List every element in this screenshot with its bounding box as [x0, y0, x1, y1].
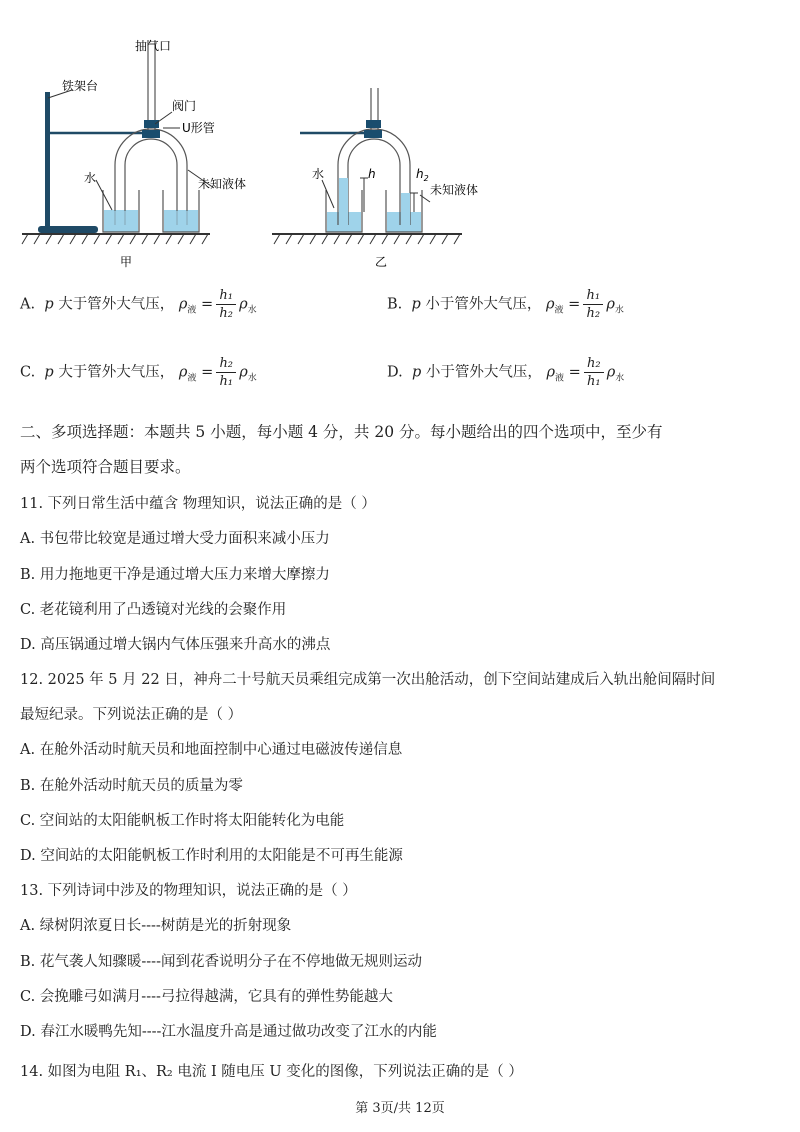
q12-stem: 12. 2025 年 5 月 22 日，神舟二十号航天员乘组完成第一次出舱活动，创下空间站建成后入轨出舱间隔时间: [20, 672, 716, 688]
q12-option-b: B. 在舱外活动时航天员的质量为零: [20, 778, 243, 794]
ground-left: [22, 234, 210, 244]
option-c: C. p 大于管外大气压， $\rho_液$ = $\frac{\text{h₂}}{\text{h₁}}$ $\rho_水$: [20, 356, 257, 389]
valve-label: 阀门: [172, 99, 197, 113]
valve-right: [366, 120, 381, 128]
fraction: $\frac{\text{h₂}}{\text{h₁}}$: [584, 356, 604, 389]
q11-option-b: B. 用力拖地更干净是通过增大压力来增大摩擦力: [20, 567, 330, 583]
q14-stem: 14. 如图为电阻 R₁、R₂ 电流 I 随电压 U 变化的图像，下列说法正确的是（ ）: [20, 1064, 523, 1080]
ground-right: [272, 234, 462, 244]
suction-label: 抽气口: [135, 39, 172, 53]
section-heading: 二、多项选择题：本题共 5 小题，每小题 4 分，共 20 分。每小题给出的四个选项中，至少有: [20, 423, 663, 441]
valve-left: [144, 120, 159, 128]
stand-label: 铁架台: [62, 79, 99, 93]
q13-stem: 13. 下列诗词中涉及的物理知识，说法正确的是（ ）: [20, 883, 357, 899]
water-left-label: 水: [84, 171, 97, 185]
option-a: A. p 大于管外大气压， $\rho_液$ = $\frac{\text{h₁}}{\text{h₂}}$ $\rho_水$: [20, 288, 257, 321]
u-tube-right: [338, 88, 410, 225]
q11-option-a: A. 书包带比较宽是通过增大受力面积来减小压力: [20, 531, 330, 547]
utube-label: U形管: [182, 121, 215, 135]
q11-option-c: C. 老花镜利用了凸透镜对光线的会聚作用: [20, 602, 287, 618]
water-right-label: 水: [312, 167, 325, 181]
unknown-right-label: 未知液体: [430, 183, 479, 197]
fraction: $\frac{\text{h₁}}{\text{h₂}}$: [216, 288, 236, 321]
q12-stem-cont: 最短纪录。下列说法正确的是（ ）: [20, 707, 243, 723]
q12-option-a: A. 在舱外活动时航天员和地面控制中心通过电磁波传递信息: [20, 742, 403, 758]
unknown-left-label: 未知液体: [198, 177, 247, 191]
fraction: $\frac{\text{h₁}}{\text{h₂}}$: [583, 288, 603, 321]
q11-stem: 11. 下列日常生活中蕴含 物理知识，说法正确的是（ ）: [20, 496, 376, 512]
q13-option-c: C. 会挽雕弓如满月----弓拉得越满，它具有的弹性势能越大: [20, 989, 393, 1005]
h1-label: h: [368, 167, 376, 181]
experiment-figure: [0, 0, 800, 280]
fig-left-label: 甲: [120, 255, 133, 269]
page-footer: 第 3页/共 12页: [355, 1101, 445, 1116]
q13-option-a: A. 绿树阴浓夏日长----树荫是光的折射现象: [20, 918, 292, 934]
option-b: B. p 小于管外大气压， $\rho_液$ = $\frac{\text{h₁}}{\text{h₂}}$ $\rho_水$: [387, 288, 624, 321]
q13-option-d: D. 春江水暖鸭先知----江水温度升高是通过做功改变了江水的内能: [20, 1024, 437, 1040]
h2-label: $h_2$: [416, 167, 429, 183]
q12-option-c: C. 空间站的太阳能帆板工作时将太阳能转化为电能: [20, 813, 345, 829]
q11-option-d: D. 高压锅通过增大锅内气体压强来升高水的沸点: [20, 637, 331, 653]
option-d: D. p 小于管外大气压， $\rho_液$ = $\frac{\text{h₂}}{\text{h₁}}$ $\rho_水$: [387, 356, 625, 389]
fraction: $\frac{\text{h₂}}{\text{h₁}}$: [216, 356, 236, 389]
section-heading-cont: 两个选项符合题目要求。: [20, 458, 191, 476]
q13-option-b: B. 花气袭人知骤暖----闻到花香说明分子在不停地做无规则运动: [20, 954, 422, 970]
fig-right-label: 乙: [375, 255, 388, 269]
q12-option-d: D. 空间站的太阳能帆板工作时利用的太阳能是不可再生能源: [20, 848, 403, 864]
